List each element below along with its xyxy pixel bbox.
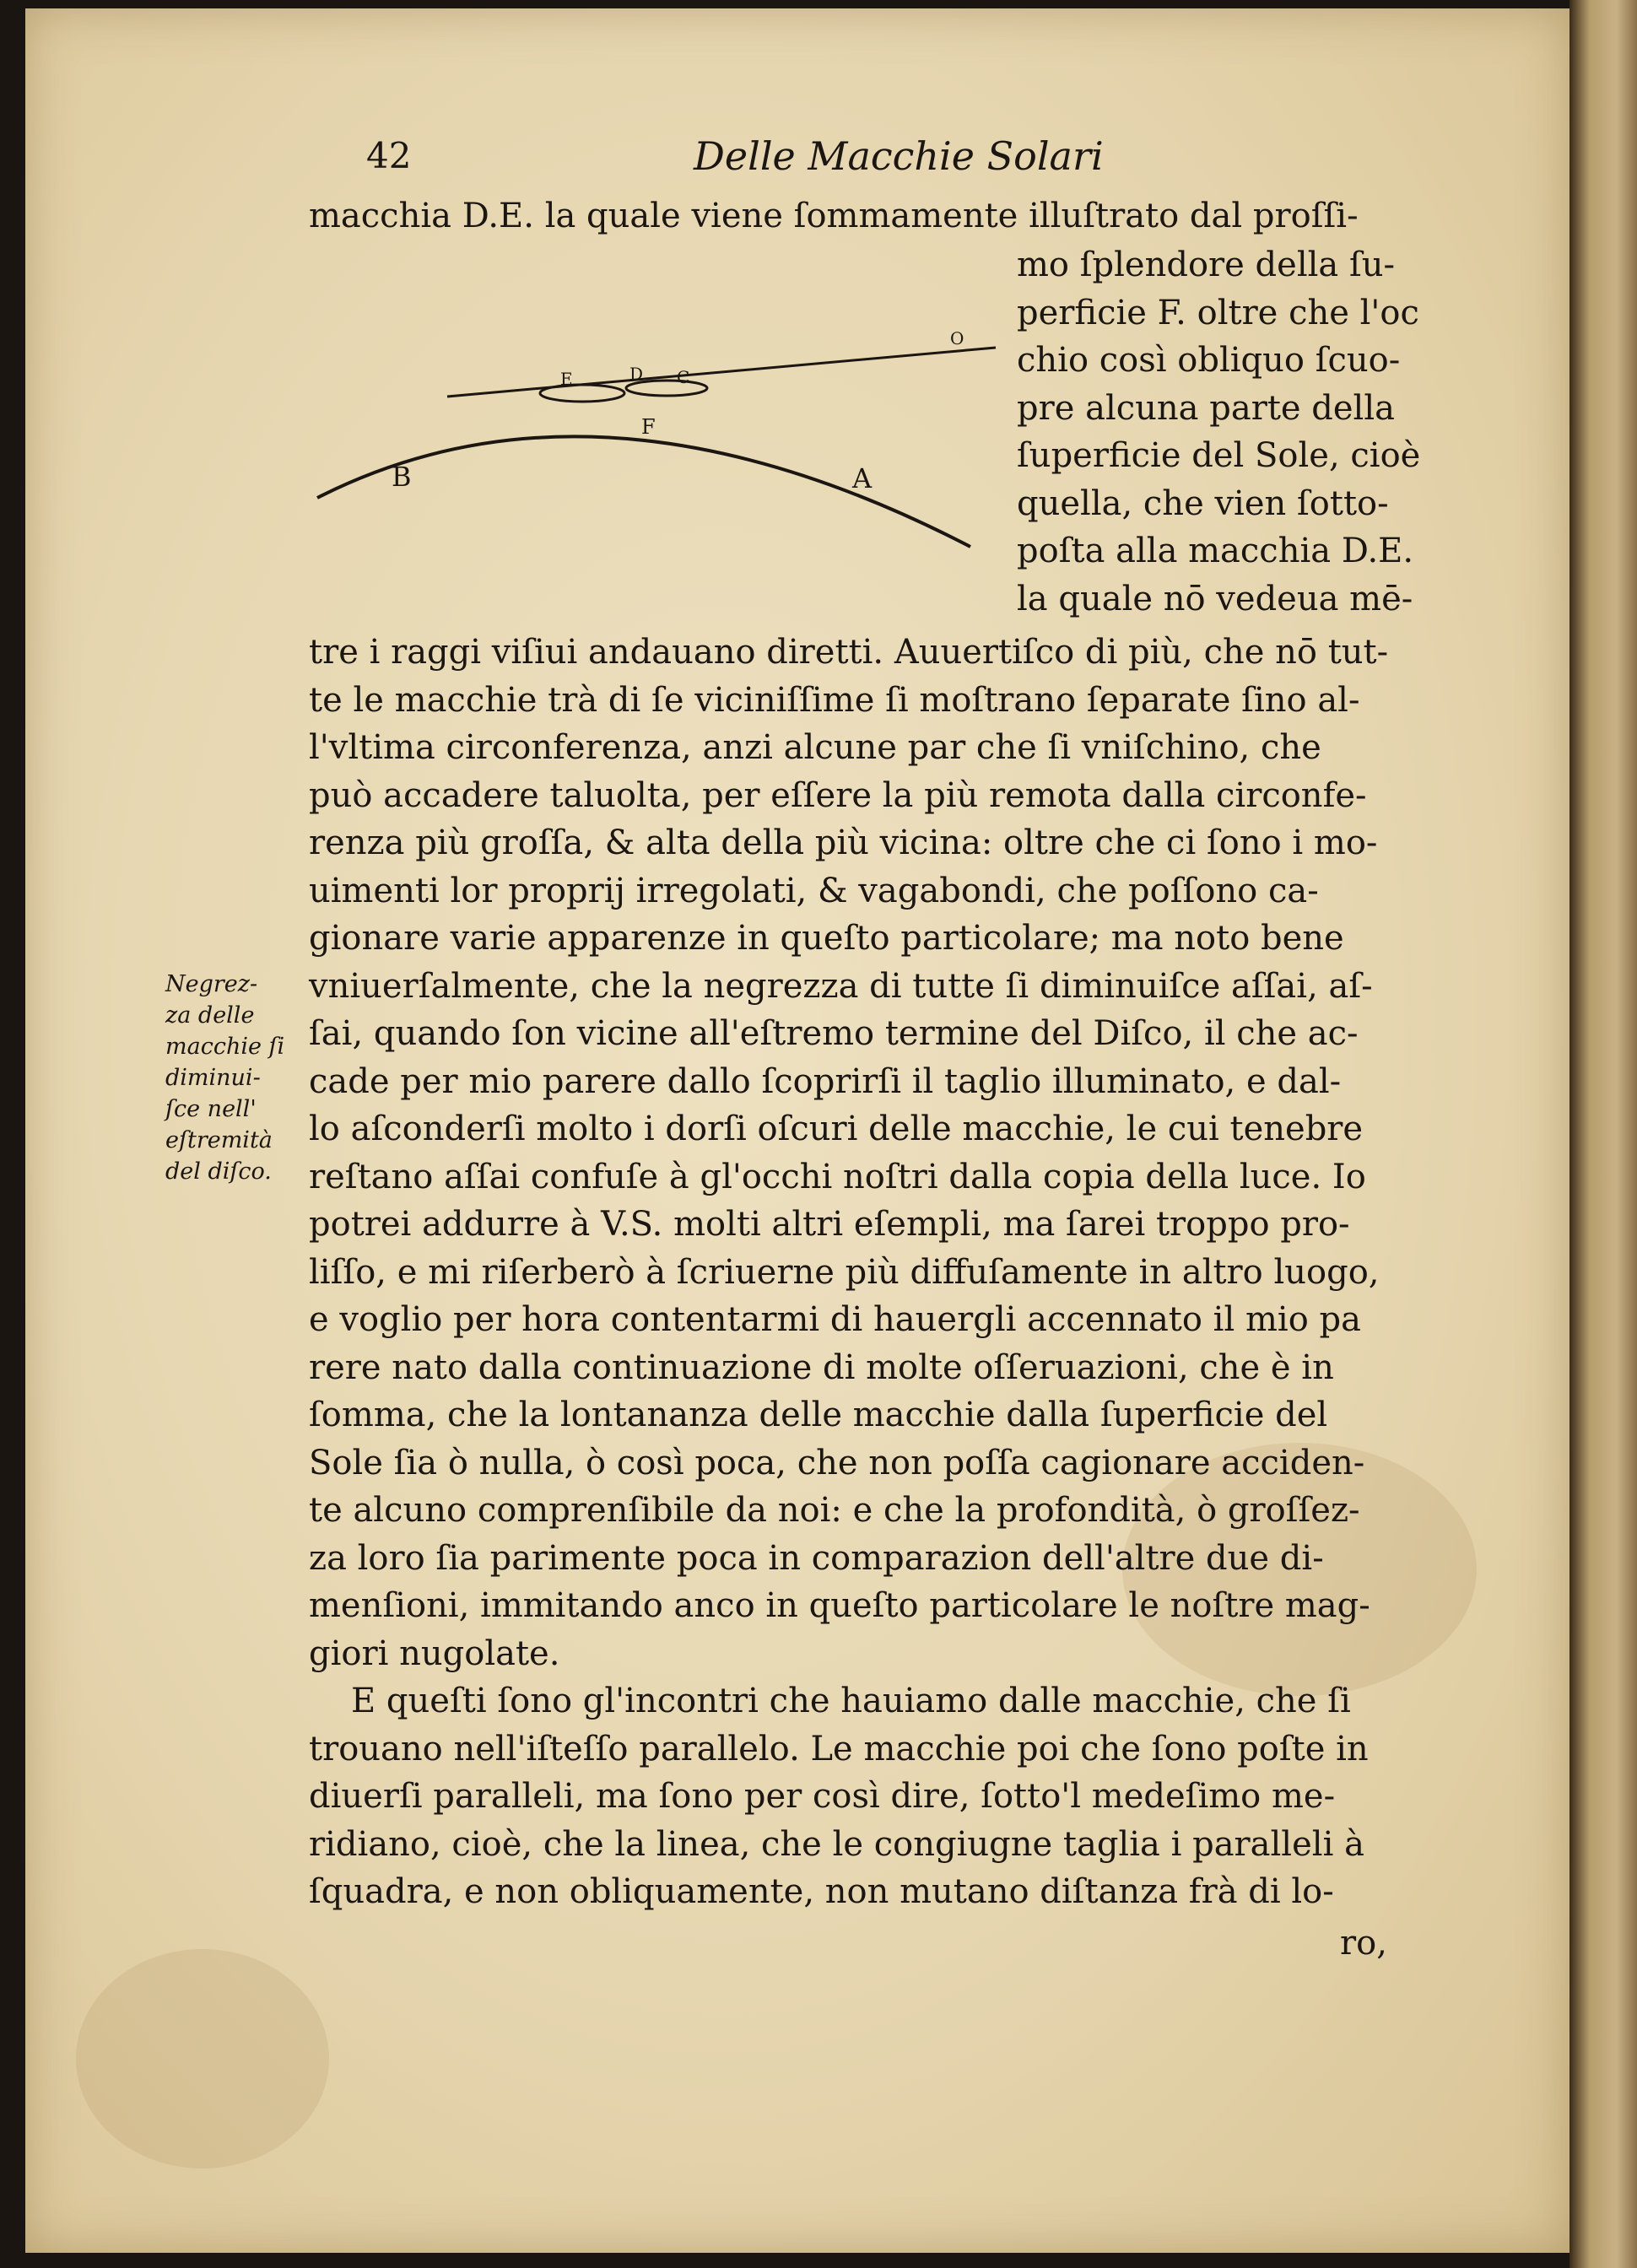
text-line: renza più groſſa, & alta della più vicina: oltre che ci ſono i mo- [309, 824, 1378, 862]
margin-note-line: Negrez- [165, 971, 258, 997]
text-line: Sole ſia ò nulla, ò così poca, che non poſſa cagionare acciden- [309, 1443, 1365, 1482]
spot-ellipse-left [540, 385, 624, 402]
sun-limb-arc [317, 436, 970, 547]
text-line: può accadere taluolta, per eſſere la più remota dalla circonfe- [309, 775, 1367, 815]
text-line: menſioni, immitando anco in queſto particolare le noſtre mag- [309, 1586, 1370, 1625]
margin-note-line: macchie ſi [165, 1034, 285, 1060]
paper-stain [76, 1949, 329, 2168]
running-header-title: Delle Macchie Solari [694, 133, 1104, 179]
text-line: la quale nō vedeua mē- [1017, 579, 1413, 618]
label-o: O [950, 328, 964, 348]
text-line: te alcuno comprenſibile da noi: e che la profondità, ò groſſez- [309, 1491, 1360, 1530]
text-line: diuerſi paralleli, ma ſono per così dire, ſotto'l medeſimo me- [309, 1777, 1336, 1816]
text-line: lo aſconderſi molto i dorſi oſcuri delle macchie, le cui tenebre [309, 1110, 1364, 1148]
text-line: ſomma, che la lontananza delle macchie dalla ſuperficie del [309, 1396, 1328, 1434]
text-line: reſtano aſſai confuſe à gl'occhi noſtri dalla copia della luce. Io [309, 1157, 1366, 1196]
sun-spot-diagram [312, 321, 1004, 548]
text-line: e voglio per hora contentarmi di hauergli accennato il mio pa [309, 1300, 1361, 1339]
text-line: perficie F. oltre che l'oc [1017, 293, 1419, 332]
text-first-line [309, 192, 1359, 240]
next-page-edge [1569, 0, 1637, 2268]
figure-side-text [1017, 241, 1420, 623]
margin-note-line: diminui- [165, 1065, 261, 1091]
text-line: trouano nell'iſteſſo parallelo. Le macchie poi che ſono poſte in [309, 1729, 1369, 1768]
text-line: macchia D.E. la quale viene ſommamente illuſtrato dal proſſi- [309, 197, 1359, 235]
text-line: tre i raggi viſiui andauano diretti. Auuertiſco di più, che nō tut- [309, 633, 1389, 672]
text-line: cade per mio parere dallo ſcoprirſi il taglio illuminato, e dal- [309, 1061, 1342, 1101]
label-c: C [677, 367, 690, 387]
text-line: potrei addurre à V.S. molti altri eſempli, ma ſarei troppo pro- [309, 1205, 1350, 1244]
text-line: vniuerſalmente, che la negrezza di tutte ſi diminuiſce aſſai, aſ- [309, 966, 1373, 1006]
margin-note-line: za delle [165, 1002, 255, 1029]
catchword: ro, [1340, 1924, 1387, 1963]
text-line: ſai, quando ſon vicine all'eſtremo termine del Diſco, il che ac- [309, 1014, 1359, 1053]
label-d: D [629, 364, 644, 384]
text-line: ridiano, cioè, che la linea, che le congiugne taglia i paralleli à [309, 1824, 1364, 1864]
main-text-block [309, 629, 1388, 1916]
text-line: l'vltima circonferenza, anzi alcune par che ſi vniſchino, che [309, 728, 1321, 767]
text-line: giori nugolate. [309, 1634, 560, 1673]
text-line: te le macchie trà di ſe viciniſſime ſi moſtrano ſeparate ſino al- [309, 680, 1360, 720]
sight-line [447, 348, 996, 397]
text-line: chio così obliquo ſcuo- [1017, 341, 1401, 380]
text-line: gionare varie apparenze in queſto particolare; ma noto bene [309, 919, 1344, 958]
margin-note-line: ſce nell' [165, 1096, 257, 1122]
text-line: uimenti lor proprij irregolati, & vagabondi, che poſſono ca- [309, 871, 1319, 910]
text-line: poſta alla macchia D.E. [1017, 532, 1414, 570]
label-b: B [392, 461, 412, 493]
label-f: F [641, 415, 656, 439]
margin-note-line: eſtremità [165, 1127, 273, 1153]
label-a: A [852, 462, 873, 494]
text-line: quella, che vien ſotto- [1017, 483, 1389, 523]
text-line: mo ſplendore della ſu- [1017, 246, 1396, 284]
text-line: ſquadra, e non obliquamente, non mutano diſtanza frà di lo- [309, 1872, 1334, 1911]
text-line: E queſti ſono gl'incontri che hauiamo dalle macchie, che ſi [351, 1682, 1351, 1720]
margin-note-line: del diſco. [165, 1158, 272, 1185]
label-e: E [560, 369, 573, 389]
text-line: ſuperficie del Sole, cioè [1017, 436, 1421, 475]
page-number: 42 [366, 135, 412, 176]
margin-note [165, 969, 284, 1187]
text-line: pre alcuna parte della [1017, 388, 1395, 428]
text-line: rere nato dalla continuazione di molte oſſeruazioni, che è in [309, 1347, 1334, 1387]
text-line: za loro ſia parimente poca in comparazion dell'altre due di- [309, 1538, 1324, 1578]
text-line: liſſo, e mi riſerberò à ſcriuerne più diffuſamente in altro luogo, [309, 1252, 1380, 1292]
